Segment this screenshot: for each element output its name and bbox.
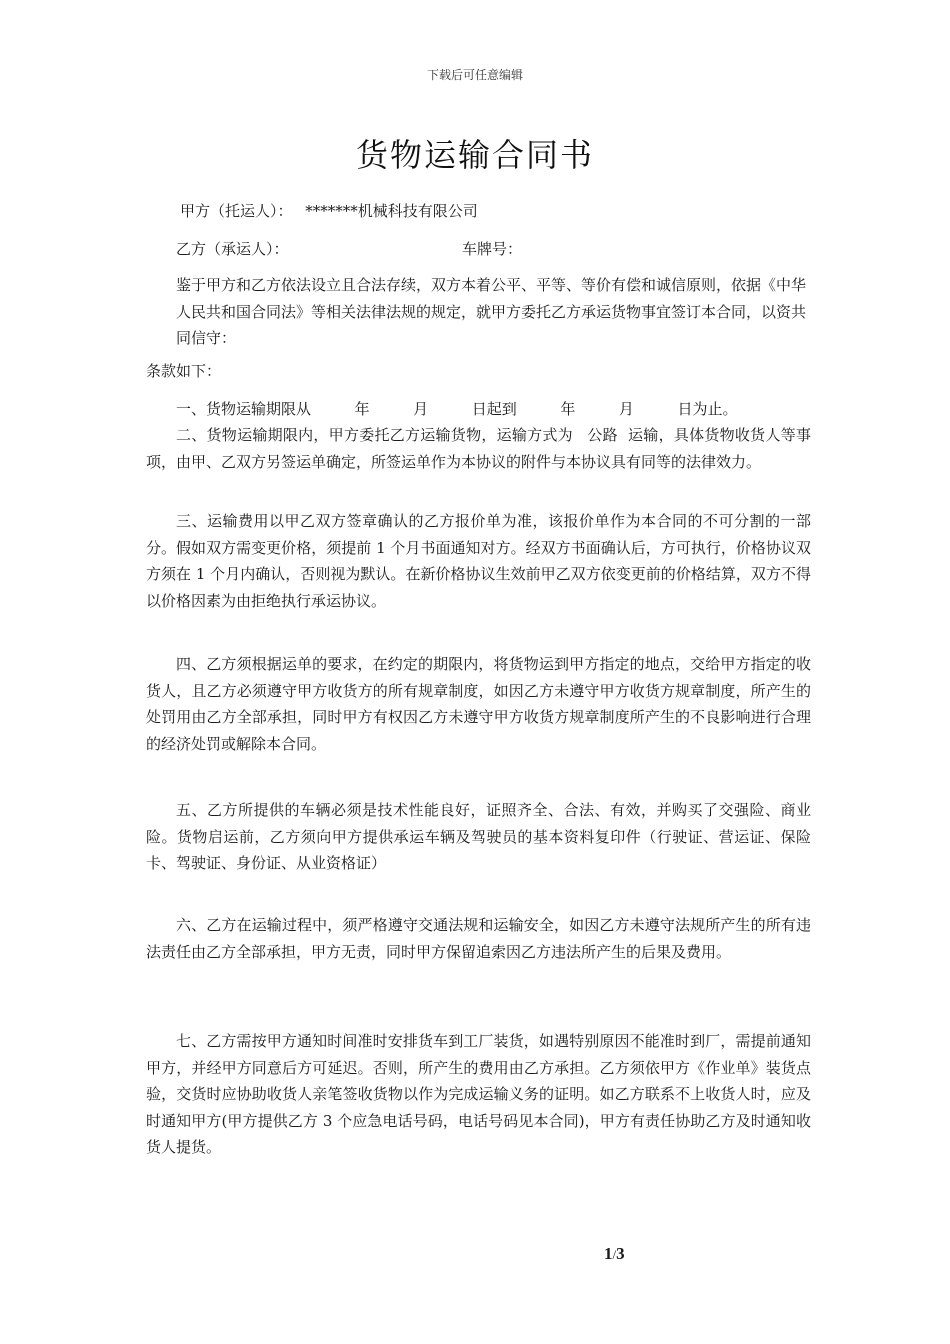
- clause-2-suffix: 运输，具体货物收货人等事项，由甲、乙双方另签运单确定，所签运单作为本协议的附件与本协议具有同等的法律效力。: [146, 426, 811, 471]
- clause-1-day-to: 日为止。: [677, 400, 738, 418]
- party-a-value: *******机械科技有限公司: [305, 202, 478, 220]
- page-number: [604, 1244, 625, 1264]
- clause-1-day-from: 日起到: [471, 400, 517, 418]
- preamble-paragraph: 鉴于甲方和乙方依法设立且合法存续，双方本着公平、平等、等价有偿和诚信原则，依据《中华人民共和国合同法》等相关法律法规的规定，就甲方委托乙方承运货物事宜签订本合同，以资共同信守：: [176, 276, 807, 347]
- clause-1-prefix: 一、货物运输期限从: [176, 400, 312, 418]
- page-current: 1: [604, 1244, 613, 1263]
- clause-1-month-to: 月: [618, 400, 634, 418]
- party-a-line: [180, 200, 478, 221]
- party-b-label: 乙方（承运人）：: [176, 240, 289, 258]
- clause-5: 五、乙方所提供的车辆必须是技术性能良好，证照齐全、合法、有效，并购买了交强险、商业险。货物启运前，乙方须向甲方提供承运车辆及驾驶员的基本资料复印件（行驶证、营运证、保险卡、驾驶证、身份证、从业资格证）: [146, 801, 811, 872]
- header-note: 下载后可任意编辑: [426, 68, 523, 82]
- plate-number-line: [462, 238, 522, 259]
- clause-1-year-to: 年: [560, 400, 576, 418]
- clause-1-year-from: 年: [354, 400, 370, 418]
- plate-number-label: 车牌号：: [462, 240, 523, 258]
- party-b-line: [176, 238, 289, 259]
- clause-2: [146, 422, 811, 475]
- party-a-label: 甲方（托运人）：: [180, 202, 293, 220]
- document-title: 货物运输合同书: [355, 136, 594, 174]
- clause-2-mode: 公路: [586, 426, 618, 444]
- clause-4: 四、乙方须根据运单的要求，在约定的期限内，将货物运到甲方指定的地点，交给甲方指定的收货人，且乙方必须遵守甲方收货方的所有规章制度，如因乙方未遵守甲方收货方规章制度，所产生的处罚用由乙方全部承担，同时甲方有权因乙方未遵守甲方收货方规章制度所产生的不良影响进行合理的经济处罚或解除本合同。: [146, 655, 811, 753]
- clause-intro: 条款如下：: [146, 362, 222, 380]
- clause-1: [176, 398, 737, 419]
- clause-3: 三、运输费用以甲乙双方签章确认的乙方报价单为准，该报价单作为本合同的不可分割的一部分。假如双方需变更价格，须提前 1 个月书面通知对方。经双方书面确认后，方可执行，价格协议双方须在 1 个月内确认，否则视为默认。在新价格协议生效前甲乙双方依变更前的价格结算，双方不得以价格因素为由拒绝执行承运协议。: [146, 512, 811, 610]
- page-separator: /: [612, 1247, 617, 1262]
- page-total: 3: [616, 1244, 625, 1263]
- clause-1-month-from: 月: [413, 400, 429, 418]
- clause-2-prefix: 二、货物运输期限内，甲方委托乙方运输货物，运输方式为: [176, 426, 573, 444]
- clause-6: 六、乙方在运输过程中，须严格遵守交通法规和运输安全，如因乙方未遵守法规所产生的所有违法责任由乙方全部承担，甲方无责，同时甲方保留追索因乙方违法所产生的后果及费用。: [146, 916, 811, 961]
- clause-7: 七、乙方需按甲方通知时间准时安排货车到工厂装货，如遇特别原因不能准时到厂，需提前通知甲方，并经甲方同意后方可延迟。否则，所产生的费用由乙方承担。乙方须依甲方《作业单》装货点验，交货时应协助收货人亲笔签收货物以作为完成运输义务的证明。如乙方联系不上收货人时，应及时通知甲方(甲方提供乙方 3 个应急电话号码，电话号码见本合同)，甲方有责任协助乙方及时通知收货人提货。: [146, 1032, 811, 1156]
